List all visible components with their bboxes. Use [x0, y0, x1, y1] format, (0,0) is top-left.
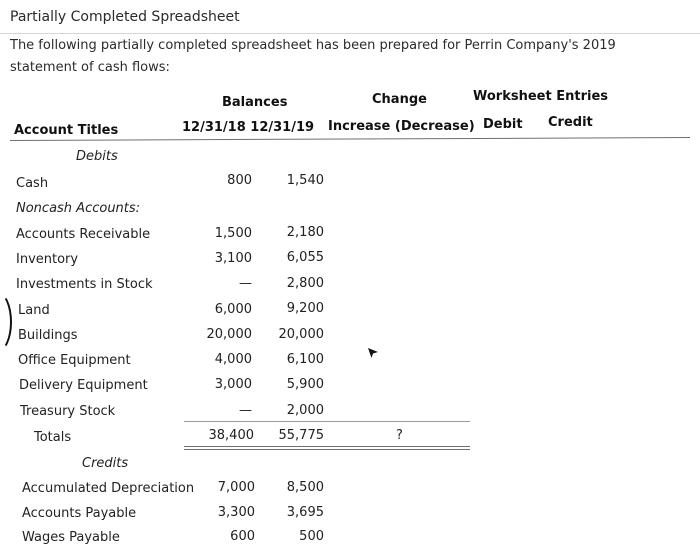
balance-2018: 3,000	[214, 377, 252, 392]
title-divider	[0, 33, 700, 34]
balance-2018: 3,300	[217, 505, 255, 520]
total-change: ?	[396, 428, 403, 443]
account-name: Accounts Payable	[22, 506, 137, 521]
balance-2018: 1,500	[214, 226, 252, 241]
account-name: Delivery Equipment	[19, 378, 148, 393]
balance-2019: 2,800	[286, 276, 324, 291]
balance-2019: 1,540	[286, 173, 324, 188]
balance-2019: 2,000	[286, 403, 324, 418]
credits-label: Credits	[82, 456, 129, 471]
account-name: Office Equipment	[18, 353, 131, 368]
balance-2019: 6,100	[286, 352, 324, 367]
header-worksheet-entries: Worksheet Entries	[473, 89, 609, 104]
balance-2018: 6,000	[214, 302, 252, 317]
balance-2019: 6,055	[286, 250, 324, 265]
balance-2018: 20,000	[206, 327, 252, 342]
account-name: Treasury Stock	[20, 404, 116, 419]
total-2019: 55,775	[278, 428, 324, 443]
balance-2019: 8,500	[286, 480, 324, 495]
balance-2019: 20,000	[278, 327, 324, 342]
balance-2018: 4,000	[214, 352, 252, 367]
header-debit: Debit	[483, 117, 523, 132]
total-2018: 38,400	[208, 428, 254, 443]
account-name: Accumulated Depreciation	[22, 481, 195, 496]
header-change: Change	[372, 92, 427, 107]
balance-2019: 2,180	[286, 225, 324, 240]
intro-text: The following partially completed spreadsheet has been prepared for Perrin Company's 2019 statement of cash flows:	[10, 38, 616, 75]
account-name: Accounts Receivable	[16, 227, 151, 242]
header-balances: Balances	[222, 95, 288, 110]
balance-2018: —	[239, 403, 252, 418]
account-name: Buildings	[18, 328, 78, 343]
balance-2019: 500	[299, 529, 324, 544]
totals-label: Totals	[34, 430, 72, 445]
balance-2018: 600	[230, 529, 255, 544]
totals-double-rule-2	[184, 449, 470, 450]
header-increase-decrease: Increase (Decrease)	[328, 119, 475, 134]
account-name: Land	[18, 303, 50, 318]
balance-2019: 5,900	[286, 377, 324, 392]
account-name: Wages Payable	[22, 530, 120, 545]
account-name: Investments in Stock	[16, 277, 153, 292]
header-dates: 12/31/18 12/31/19	[182, 120, 315, 135]
totals-top-rule	[184, 421, 470, 422]
balance-2018: 800	[227, 173, 252, 188]
totals-double-rule-1	[184, 446, 470, 447]
account-name: Cash	[16, 176, 49, 191]
page-title: Partially Completed Spreadsheet	[10, 9, 240, 25]
account-name: Inventory	[16, 252, 79, 267]
mouse-pointer-icon	[366, 345, 380, 364]
balance-2018: 3,100	[214, 251, 252, 266]
balance-2018: —	[239, 276, 252, 291]
left-edge-bracket	[0, 292, 12, 352]
balance-2019: 9,200	[286, 301, 324, 316]
debits-label: Debits	[76, 149, 118, 164]
header-credit: Credit	[548, 115, 593, 130]
balance-2019: 3,695	[286, 505, 324, 520]
balance-2018: 7,000	[217, 480, 255, 495]
header-account-titles: Account Titles	[14, 123, 119, 138]
noncash-accounts-label: Noncash Accounts:	[16, 201, 141, 216]
